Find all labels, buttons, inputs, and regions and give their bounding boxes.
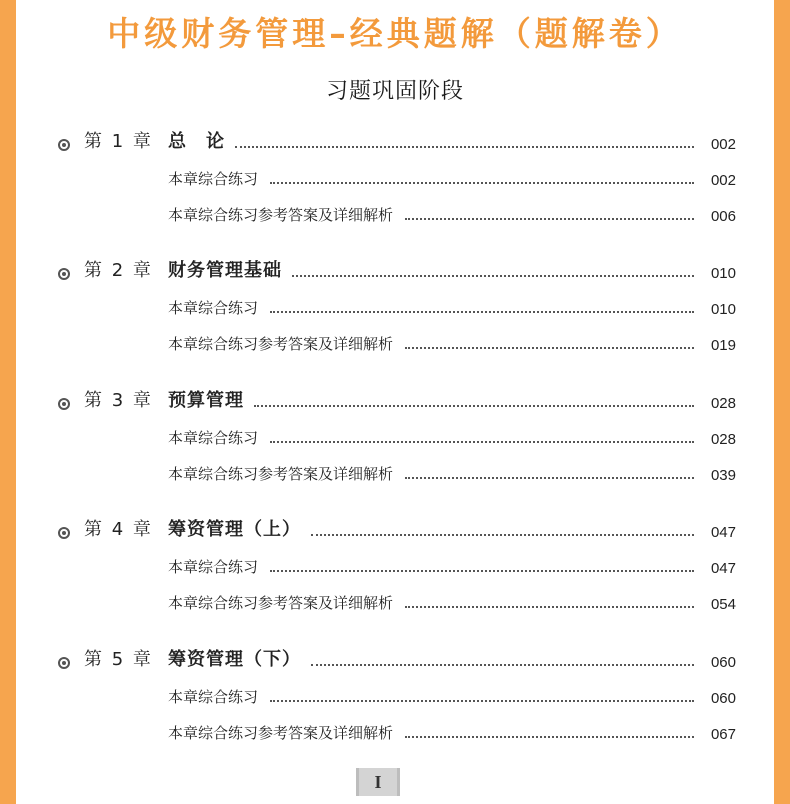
- dot-leader: [270, 700, 694, 702]
- subitem-title: 本章综合练习: [168, 688, 259, 706]
- circle-dot-icon: [58, 139, 70, 151]
- chapter-page: 002: [710, 136, 736, 153]
- chapter-number: 第 4 章: [84, 519, 153, 540]
- section-title: 习题巩固阶段: [325, 79, 464, 104]
- chapter-page: 028: [710, 395, 736, 412]
- chapter-number: 第 3 章: [84, 390, 153, 411]
- subitem-page: 060: [710, 690, 736, 707]
- toc-subitem-row[interactable]: [16, 332, 774, 356]
- subitem-title: 本章综合练习参考答案及详细解析: [168, 465, 394, 483]
- dot-leader: [311, 664, 694, 666]
- dot-leader: [405, 347, 694, 349]
- subitem-page: 054: [710, 596, 736, 613]
- chapter-row[interactable]: [16, 649, 774, 673]
- chapter-row[interactable]: [16, 390, 774, 414]
- dot-leader: [270, 311, 694, 313]
- subitem-page: 019: [710, 337, 736, 354]
- subitem-page: 047: [710, 560, 736, 577]
- chapter-title: 财务管理基础: [168, 260, 282, 281]
- dot-leader: [270, 441, 694, 443]
- dot-leader: [311, 534, 694, 536]
- subitem-title: 本章综合练习: [168, 299, 259, 317]
- chapter-title: 筹资管理（下）: [168, 649, 301, 670]
- dot-leader: [270, 182, 694, 184]
- subitem-title: 本章综合练习: [168, 558, 259, 576]
- dot-leader: [235, 146, 694, 148]
- subitem-title: 本章综合练习: [168, 170, 259, 188]
- toc-subitem-row[interactable]: [16, 296, 774, 320]
- subitem-title: 本章综合练习参考答案及详细解析: [168, 206, 394, 224]
- circle-dot-icon: [58, 398, 70, 410]
- dot-leader: [405, 736, 694, 738]
- chapter-title: 预算管理: [168, 390, 244, 411]
- subitem-page: 002: [710, 172, 736, 189]
- toc-subitem-row[interactable]: [16, 555, 774, 579]
- toc-subitem-row[interactable]: [16, 685, 774, 709]
- chapter-page: 047: [710, 524, 736, 541]
- chapter-page: 060: [710, 654, 736, 671]
- subitem-page: 010: [710, 301, 736, 318]
- subitem-page: 006: [710, 208, 736, 225]
- chapter-number: 第 5 章: [84, 649, 153, 670]
- dot-leader: [292, 275, 694, 277]
- subitem-page: 067: [710, 726, 736, 743]
- chapter-page: 010: [710, 265, 736, 282]
- book-title: 中级财务管理–经典题解（题解卷）: [107, 14, 683, 53]
- chapter-row[interactable]: [16, 131, 774, 155]
- chapter-title: 筹资管理（上）: [168, 519, 301, 540]
- toc-subitem-row[interactable]: [16, 462, 774, 486]
- toc-page: [16, 0, 774, 804]
- subitem-title: 本章综合练习参考答案及详细解析: [168, 724, 394, 742]
- page-number: I: [356, 768, 400, 796]
- circle-dot-icon: [58, 268, 70, 280]
- circle-dot-icon: [58, 657, 70, 669]
- circle-dot-icon: [58, 527, 70, 539]
- subitem-page: 028: [710, 431, 736, 448]
- toc-subitem-row[interactable]: [16, 591, 774, 615]
- dot-leader: [405, 606, 694, 608]
- subitem-title: 本章综合练习参考答案及详细解析: [168, 594, 394, 612]
- subitem-page: 039: [710, 467, 736, 484]
- subitem-title: 本章综合练习参考答案及详细解析: [168, 335, 394, 353]
- dot-leader: [405, 477, 694, 479]
- chapter-number: 第 1 章: [84, 131, 153, 152]
- toc-subitem-row[interactable]: [16, 167, 774, 191]
- dot-leader: [405, 218, 694, 220]
- toc-subitem-row[interactable]: [16, 426, 774, 450]
- subitem-title: 本章综合练习: [168, 429, 259, 447]
- chapter-row[interactable]: [16, 519, 774, 543]
- dot-leader: [254, 405, 694, 407]
- toc-subitem-row[interactable]: [16, 721, 774, 745]
- chapter-number: 第 2 章: [84, 260, 153, 281]
- chapter-row[interactable]: [16, 260, 774, 284]
- dot-leader: [270, 570, 694, 572]
- chapter-title: 总 论: [168, 131, 225, 152]
- toc-subitem-row[interactable]: [16, 203, 774, 227]
